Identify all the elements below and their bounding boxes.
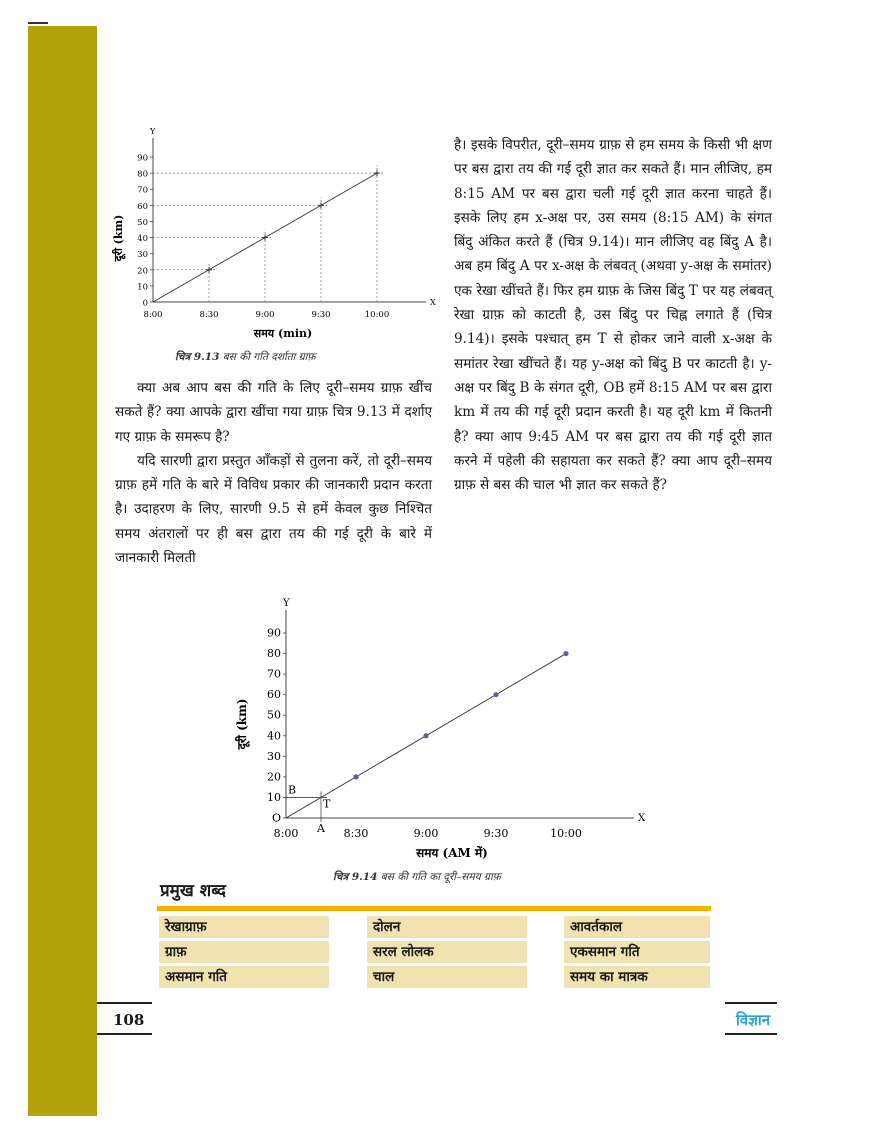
y-tick-label: 90 <box>137 153 148 164</box>
data-point <box>374 170 380 176</box>
page-sidebar-band <box>28 26 97 1116</box>
x-axis-title: समय (AM में) <box>416 846 488 860</box>
footer-rule-left-bottom <box>97 1033 152 1035</box>
y-tick-label: 10 <box>267 790 281 804</box>
data-point <box>353 774 358 779</box>
y-tick-label: 80 <box>267 647 281 661</box>
x-tick-label: 9:30 <box>311 310 331 320</box>
x-axis-title: समय (min) <box>253 327 313 340</box>
footer-rule-right <box>725 1002 777 1004</box>
x-tick-label: 9:00 <box>413 827 439 840</box>
x-tick-label: 9:00 <box>255 310 275 320</box>
y-tick-label: 40 <box>267 729 281 743</box>
keywords-header-bar <box>157 906 711 911</box>
x-axis-letter: X <box>430 298 436 307</box>
right-column-text <box>454 133 772 497</box>
point-label-B: B <box>288 783 297 797</box>
y-tick-label: 30 <box>267 749 281 763</box>
y-tick-label: 0 <box>142 298 148 309</box>
x-tick-label: 8:00 <box>273 827 299 840</box>
paragraph: है। इसके विपरीत, दूरी–समय ग्राफ़ से हम समय के किसी भी क्षण पर बस द्वारा तय की गई दूरी ज्ञात कर सकते हैं। मान लीजिए, हम 8:15 AM पर बस द्वारा चली गई दूरी ज्ञात करना चाहते हैं। इसके लिए हम x-अक्ष पर, उस समय (8:15 AM) के संगत बिंदु अंकित करते हैं (चित्र 9.14)। मान लीजिए वह बिंदु A है। अब हम बिंदु A पर x-अक्ष के लंबवत् (अथवा y-अक्ष के समांतर) एक रेखा खींचते हैं। फिर हम ग्राफ़ के जिस बिंदु T पर यह लंबवत् रेखा ग्राफ़ को काटती है, उस बिंदु पर चिह्न लगाते हैं (चित्र 9.14)। इसके पश्चात् हम T से होकर जाने वाली x-अक्ष के समांतर रेखा खींचते हैं। यह y-अक्ष को बिंदु B पर काटती है। y-अक्ष पर बिंदु B के संगत दूरी, OB हमें 8:15 AM पर बस द्वारा km में तय की गई दूरी प्रदान करती है। यह दूरी km में कितनी है? क्या आप 9:45 AM पर बस द्वारा तय की गई दूरी ज्ञात करने में पहेली की सहायता कर सकते हैं? क्या आप दूरी–समय ग्राफ़ से बस की चाल भी ज्ञात कर सकते हैं? <box>454 137 772 494</box>
keyword-cell: समय का मात्रक <box>564 966 710 988</box>
y-axis-title: दूरी (km) <box>235 698 249 750</box>
y-tick-label: 60 <box>137 201 148 212</box>
y-tick-label: 90 <box>267 626 281 640</box>
y-tick-label: 30 <box>137 250 148 261</box>
keyword-cell: एकसमान गति <box>564 941 710 963</box>
data-point <box>206 267 212 273</box>
figure-9-13-caption: चित्र 9.13 बस की गति दर्शाता ग्राफ़ <box>175 351 316 363</box>
x-tick-label: 10:00 <box>364 310 390 320</box>
footer-rule-left <box>97 1002 152 1004</box>
book-name: विज्ञान <box>736 1011 771 1029</box>
point-label-T: T <box>323 797 331 811</box>
x-tick-label: 8:30 <box>199 310 219 320</box>
figure-9-14-caption: चित्र 9.14 बस की गति का दूरी–समय ग्राफ़ <box>333 871 501 883</box>
y-axis-title: दूरी (km) <box>112 214 125 262</box>
x-tick-label: 8:00 <box>143 310 163 320</box>
data-point <box>262 235 268 241</box>
keyword-cell: ग्राफ़ <box>159 941 329 963</box>
data-point <box>493 692 498 697</box>
y-tick-label: 10 <box>137 282 148 293</box>
paragraph: यदि सारणी द्वारा प्रस्तुत आँकड़ों से तुलना करें, तो दूरी–समय ग्राफ़ हमें गति के बारे में विविध प्रकार की जानकारी प्रदान करता है। उदाहरण के लिए, सारणी 9.5 से हमें केवल कुछ निश्चित समय अंतरालों पर ही बस द्वारा तय की गई दूरी के बारे में जानकारी मिलती <box>115 452 432 567</box>
x-tick-label: 8:30 <box>343 827 369 840</box>
data-point <box>423 733 428 738</box>
y-tick-label: 20 <box>137 266 148 277</box>
y-tick-label: 70 <box>267 667 281 681</box>
y-axis-letter: Y <box>150 128 156 136</box>
y-tick-label: 80 <box>137 169 148 180</box>
y-tick-label: O <box>271 811 281 825</box>
keyword-cell: असमान गति <box>159 966 329 988</box>
x-tick-label: 10:00 <box>550 827 582 840</box>
x-axis-letter: X <box>638 813 646 824</box>
x-tick-label: 9:30 <box>483 827 509 840</box>
y-tick-label: 50 <box>267 708 281 722</box>
left-column-text <box>115 376 432 570</box>
page-number: 108 <box>113 1011 145 1029</box>
data-point <box>318 202 324 208</box>
y-axis-letter: Y <box>283 598 290 609</box>
y-tick-label: 20 <box>267 770 281 784</box>
y-tick-label: 70 <box>137 185 148 196</box>
keyword-cell: रेखाग्राफ़ <box>159 916 329 938</box>
top-corner-mark <box>28 22 48 24</box>
footer-rule-right-bottom <box>725 1033 777 1035</box>
figure-9-14-chart <box>232 598 652 864</box>
keyword-cell: चाल <box>367 966 527 988</box>
data-point <box>563 651 568 656</box>
keyword-cell: आवर्तकाल <box>564 916 710 938</box>
keyword-cell: दोलन <box>367 916 527 938</box>
y-tick-label: 40 <box>137 234 148 245</box>
point-label-A: A <box>317 822 325 835</box>
paragraph: क्या अब आप बस की गति के लिए दूरी–समय ग्राफ़ खींच सकते हैं? क्या आपके द्वारा खींचा गया ग्राफ़ चित्र 9.13 में दर्शाए गए ग्राफ़ के समरूप है? <box>115 380 432 445</box>
y-tick-label: 60 <box>267 688 281 702</box>
keyword-cell: सरल लोलक <box>367 941 527 963</box>
y-tick-label: 50 <box>137 217 148 228</box>
figure-9-13-chart <box>108 128 442 343</box>
keywords-title: प्रमुख शब्द <box>160 881 226 901</box>
